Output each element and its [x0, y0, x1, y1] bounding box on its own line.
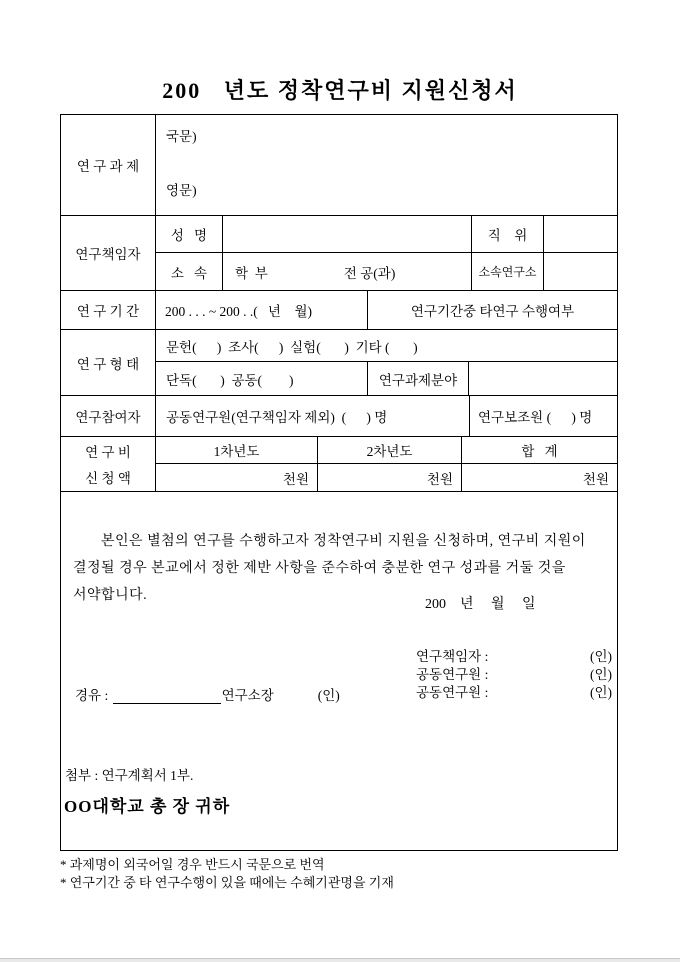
signature-row: [416, 666, 612, 684]
research-project-cell: [156, 115, 617, 215]
research-field-blank-field: [469, 362, 617, 395]
row-research-period: [61, 291, 617, 330]
signature-label-co1: 공동연구원 :: [416, 667, 489, 682]
pi-affiliation-label: 소 속: [156, 253, 223, 290]
row-budget: [61, 437, 617, 492]
budget-year1-unit: 천원: [156, 464, 318, 491]
row-principal-investigator: [61, 216, 617, 291]
page-bottom-edge: [0, 958, 680, 962]
via-label: 경유 :: [75, 688, 112, 703]
budget-year2-unit: 천원: [318, 464, 462, 491]
form-title: 200 년도 정착연구비 지원신청서: [162, 78, 518, 103]
pi-position-label: 직 위: [472, 216, 544, 252]
project-korean-title-label: 국문): [166, 129, 197, 144]
application-form-table: [60, 114, 618, 851]
pi-affiliation-blank-field: [223, 253, 472, 290]
via-title: 연구소장: [221, 688, 274, 703]
pledge-body-text: 본인은 별첨의 연구를 수행하고자 정착연구비 지원을 신청하며, 연구비 지원이 결정될 경우 본교에서 정한 제반 사항을 준수하여 충분한 연구 성과를 거둘 것을 서약합니다.: [73, 534, 586, 603]
seal-mark: (인): [317, 688, 340, 703]
footnote-1: * 과제명이 외국어일 경우 반드시 국문으로 번역: [60, 857, 325, 872]
co-researchers-text: 공동연구원(연구책임자 제외) ( ) 명: [156, 396, 470, 436]
via-underline: [113, 689, 221, 704]
seal-mark: (인): [589, 685, 612, 700]
research-methods-row: [156, 330, 617, 362]
pi-affiliation-row: [156, 253, 617, 290]
budget-label: [61, 437, 156, 491]
pi-position-blank-field: [544, 216, 617, 252]
row-research-project: [61, 115, 617, 216]
research-mode-row: [156, 362, 617, 395]
participants-label: 연구참여자: [61, 396, 156, 436]
research-project-label: 연 구 과 제: [61, 115, 156, 215]
via-row: [75, 684, 340, 704]
budget-header-row: [156, 437, 617, 464]
footnotes: [60, 856, 394, 892]
pi-name-row: [156, 216, 617, 253]
seal-mark: (인): [589, 667, 612, 682]
research-type-cells: [156, 330, 617, 395]
signature-label-pi: 연구책임자 :: [416, 649, 489, 664]
pi-institute-blank-field: [544, 253, 617, 290]
budget-year2-header: 2차년도: [318, 437, 462, 463]
research-methods-text: 문헌( ) 조사( ) 실험( ) 기타 ( ): [166, 339, 418, 355]
row-research-type: [61, 330, 617, 396]
attachment-note: 첨부 : 연구계획서 1부.: [65, 768, 194, 783]
pi-department-text: 학 부: [235, 265, 268, 281]
signature-row: [416, 684, 612, 702]
research-mode-text: 단독( ) 공동( ): [156, 362, 368, 395]
project-english-title-label: 영문): [166, 183, 197, 198]
signature-label-co2: 공동연구원 :: [416, 685, 489, 700]
pi-name-blank-field: [223, 216, 472, 252]
pi-name-label: 성 명: [156, 216, 223, 252]
research-period-value: 200 . . . ~ 200 . .( 년 월): [156, 291, 368, 329]
budget-total-header: 합 계: [521, 444, 558, 459]
footnote-2: * 연구기간 중 타 연구수행이 있을 때에는 수혜기관명을 기재: [60, 875, 394, 890]
research-period-label: 연 구 기 간: [61, 291, 156, 329]
recipient-line: OO대학교 총 장 귀하: [64, 797, 231, 816]
principal-investigator-cells: [156, 216, 617, 290]
research-type-label: 연 구 형 태: [61, 330, 156, 395]
budget-total-unit: 천원: [582, 471, 609, 487]
pi-major-text: 전 공(과): [343, 265, 396, 281]
other-research-label: 연구기간중 타연구 수행여부: [410, 304, 575, 319]
budget-amount-row: [156, 464, 617, 491]
budget-label-line1: 연 구 비: [85, 445, 131, 460]
signature-row: [416, 648, 612, 666]
signature-block: [416, 648, 612, 702]
budget-label-line2: 신 청 액: [85, 471, 131, 486]
budget-cells: [156, 437, 617, 491]
pledge-date: 200 년 월 일: [425, 597, 536, 612]
principal-investigator-label: 연구책임자: [61, 216, 156, 290]
pi-institute-label: 소속연구소: [472, 253, 544, 290]
budget-year1-header: 1차년도: [156, 437, 318, 463]
assistants-text: 연구보조원 ( ) 명: [478, 410, 593, 425]
row-participants: [61, 396, 617, 437]
seal-mark: (인): [589, 649, 612, 664]
research-field-label: 연구과제분야: [368, 362, 469, 395]
